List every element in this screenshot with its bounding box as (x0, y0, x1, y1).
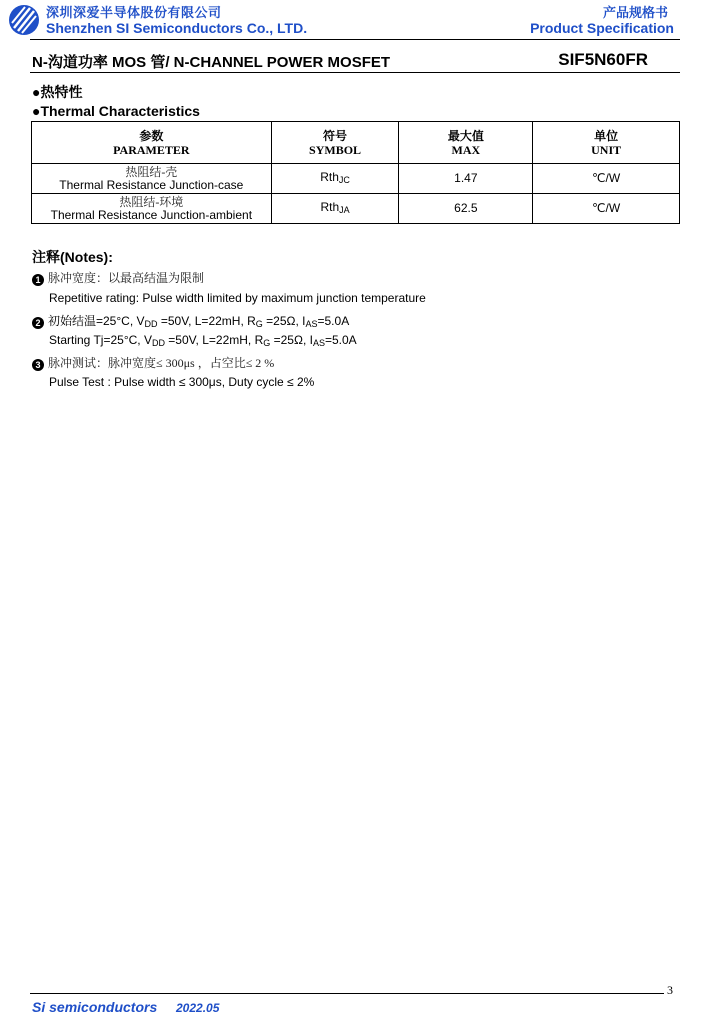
page-number: 3 (667, 983, 673, 997)
footer-date: 2022.05 (176, 1001, 220, 1015)
note-3-en: Pulse Test : Pulse width ≤ 300μs, Duty cycle ≤ 2% (49, 375, 315, 389)
note-marker-2: 2 (32, 317, 44, 329)
unit-cell: ℃/W (533, 164, 680, 194)
header-unit: 单位 UNIT (533, 122, 680, 164)
doc-type-cn: 产品规格书 (602, 5, 668, 20)
footer-divider (30, 993, 664, 994)
title-divider (30, 72, 680, 73)
section-heading-cn: ●热特性 (32, 84, 83, 100)
param-cell: 热阻结-环境 Thermal Resistance Junction-ambient (32, 194, 272, 224)
table-header-row (32, 122, 680, 164)
part-number: SIF5N60FR (558, 50, 648, 69)
unit-cell: ℃/W (533, 194, 680, 224)
page-title: N-沟道功率 MOS 管/ N-CHANNEL POWER MOSFET (32, 54, 391, 71)
company-logo (8, 4, 40, 36)
param-cell: 热阻结-壳 Thermal Resistance Junction-case (32, 164, 272, 194)
note-3-cn: 3 脉冲测试：脉冲宽度≤ 300μs ，占空比≤ 2 % (32, 354, 274, 371)
notes-title: 注释(Notes): (32, 249, 113, 265)
company-name-cn: 深圳深爱半导体股份有限公司 (46, 5, 222, 20)
thermal-table (31, 121, 680, 224)
header-max: 最大值 MAX (399, 122, 533, 164)
note-1-en: Repetitive rating: Pulse width limited by maximum junction temperature (49, 291, 426, 305)
footer-company: Si semiconductors (32, 999, 158, 1015)
table-row (32, 194, 680, 224)
symbol-cell: Rth$_{JC}$ (271, 164, 399, 194)
table-row (32, 164, 680, 194)
note-marker-1: 1 (32, 274, 44, 286)
header-divider (30, 39, 680, 40)
note-marker-3: 3 (32, 359, 44, 371)
max-cell: 1.47 (399, 164, 533, 194)
section-heading-en: ●Thermal Characteristics (32, 103, 200, 119)
header-symbol: 符号 SYMBOL (271, 122, 399, 164)
note-2-cn: 2 初始结温=25°C, VDD =50V, L=22mH, RG =25Ω, IAS=5.0A (32, 312, 349, 329)
header-parameter: 参数 PARAMETER (32, 122, 272, 164)
note-1-cn: 1 脉冲宽度：以最高结温为限制 (32, 269, 204, 286)
note-2-en: Starting Tj=25°C, VDD =50V, L=22mH, RG =25Ω, IAS=5.0A (49, 333, 357, 348)
max-cell: 62.5 (399, 194, 533, 224)
company-name-en: Shenzhen SI Semiconductors Co., LTD. (46, 20, 308, 36)
symbol-cell: Rth$_{JA}$ (271, 194, 399, 224)
doc-type-en: Product Specification (530, 20, 674, 36)
